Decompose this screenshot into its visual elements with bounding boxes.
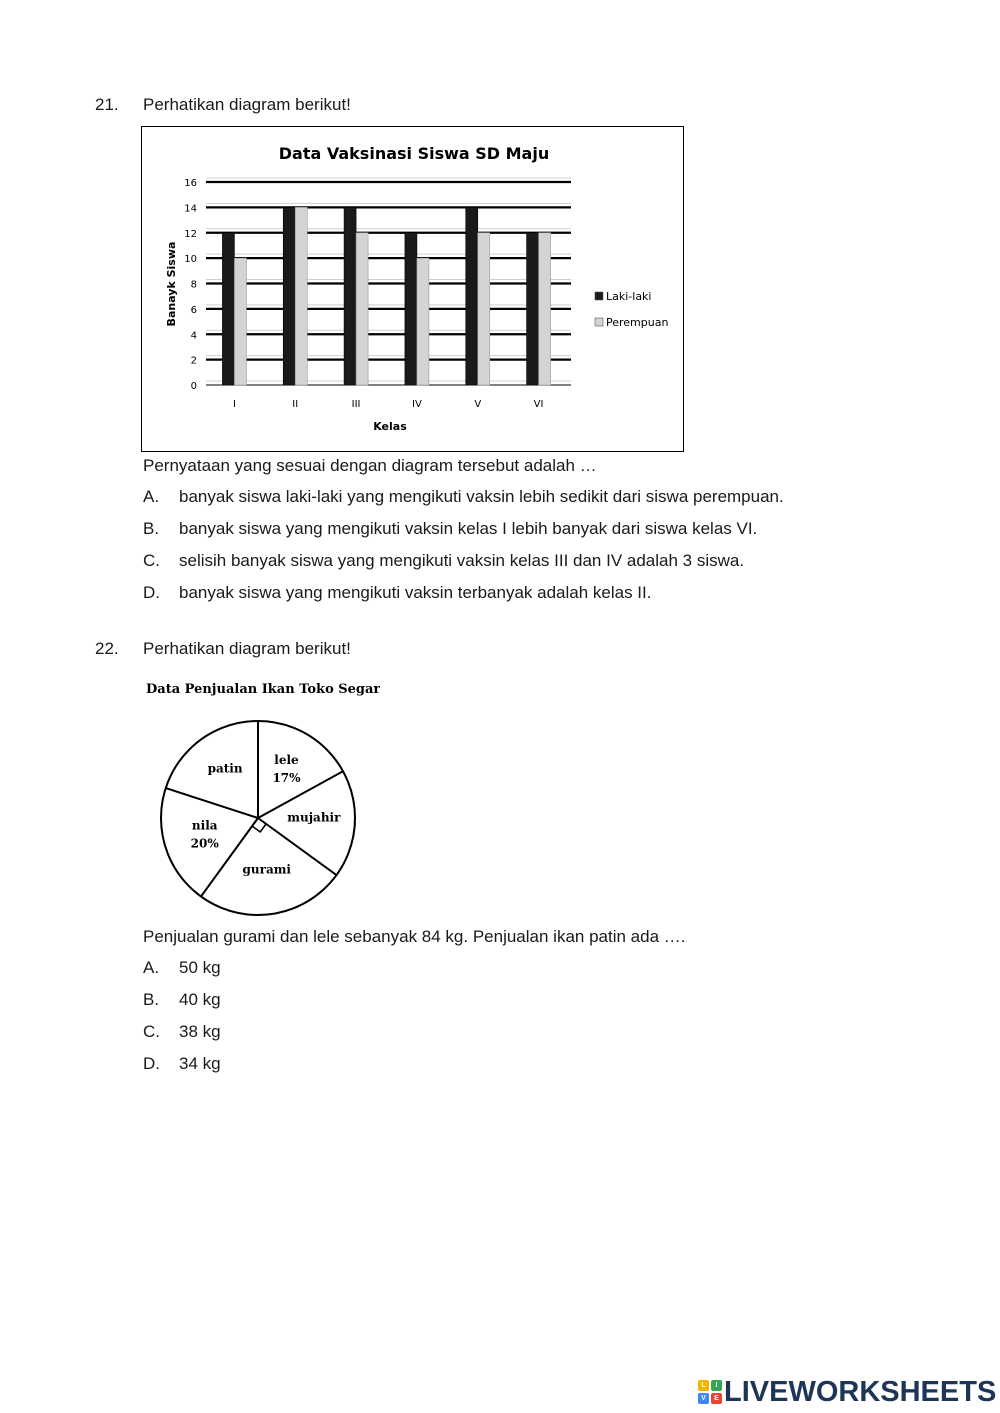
legend-label-laki-laki: Laki-laki bbox=[606, 290, 652, 303]
q21-option-d-text[interactable]: banyak siswa yang mengikuti vaksin terbanyak adalah kelas II. bbox=[179, 583, 652, 602]
x-tick-label: V bbox=[474, 399, 482, 410]
q21-option-b-letter[interactable]: B. bbox=[143, 519, 160, 538]
legend-label-perempuan: Perempuan bbox=[606, 316, 669, 329]
y-tick-label: 12 bbox=[184, 228, 197, 240]
pie-chart bbox=[140, 676, 380, 921]
q21-option-b-text[interactable]: banyak siswa yang mengikuti vaksin kelas I lebih banyak dari siswa kelas VI. bbox=[179, 519, 758, 538]
pie-label-nila: nila bbox=[191, 818, 218, 833]
pie-label-mujahir: mujahir bbox=[287, 810, 341, 825]
q22-option-d-letter[interactable]: D. bbox=[143, 1054, 160, 1073]
pie-percent-lele: 17% bbox=[272, 770, 301, 785]
pie-label-lele: lele bbox=[274, 752, 299, 767]
y-tick-label: 14 bbox=[184, 203, 197, 215]
y-tick-label: 10 bbox=[184, 254, 197, 266]
bar-perempuan-I bbox=[234, 258, 246, 385]
q22-option-c-letter[interactable]: C. bbox=[143, 1022, 160, 1041]
question-21-prompt: Perhatikan diagram berikut! bbox=[143, 95, 351, 114]
x-tick-label: II bbox=[292, 399, 299, 410]
bar-laki-laki-I bbox=[222, 233, 234, 385]
x-tick-label: I bbox=[232, 399, 236, 410]
tick-patin bbox=[195, 735, 206, 743]
q21-option-c-letter[interactable]: C. bbox=[143, 551, 160, 570]
bar-laki-laki-V bbox=[466, 207, 478, 385]
bar-laki-laki-II bbox=[283, 207, 295, 385]
q21-option-a-text[interactable]: banyak siswa laki-laki yang mengikuti vaksin lebih sedikit dari siswa perempuan. bbox=[179, 487, 784, 506]
q21-option-c-text[interactable]: selisih banyak siswa yang mengikuti vaksin kelas III dan IV adalah 3 siswa. bbox=[179, 551, 745, 570]
q21-option-a-letter[interactable]: A. bbox=[143, 487, 160, 506]
logo-tile-i: I bbox=[711, 1380, 722, 1391]
q21-option-d-letter[interactable]: D. bbox=[143, 583, 160, 602]
bar-perempuan-V bbox=[478, 233, 490, 385]
bar-laki-laki-IV bbox=[405, 233, 417, 385]
bar-perempuan-IV bbox=[417, 258, 429, 385]
pie-percent-nila: 20% bbox=[190, 836, 219, 851]
liveworksheets-logo[interactable] bbox=[698, 1376, 996, 1408]
bar-perempuan-II bbox=[295, 207, 307, 385]
bar-chart bbox=[141, 126, 684, 452]
bar-perempuan-III bbox=[356, 233, 368, 385]
x-axis-label: Kelas bbox=[373, 420, 407, 433]
liveworksheets-wordmark: LIVEWORKSHEETS bbox=[724, 1375, 997, 1408]
tick-mujahir bbox=[353, 823, 355, 837]
bar-laki-laki-VI bbox=[527, 233, 539, 385]
bar-perempuan-VI bbox=[539, 233, 551, 385]
y-tick-label: 0 bbox=[190, 381, 197, 392]
q22-option-c-text[interactable]: 38 kg bbox=[179, 1022, 221, 1041]
right-angle-marker bbox=[252, 824, 266, 832]
q22-option-a-letter[interactable]: A. bbox=[143, 958, 160, 977]
q22-option-b-text[interactable]: 40 kg bbox=[179, 990, 221, 1009]
x-tick-label: IV bbox=[412, 399, 422, 410]
x-tick-label: III bbox=[351, 399, 361, 410]
q22-option-d-text[interactable]: 34 kg bbox=[179, 1054, 221, 1073]
y-tick-label: 4 bbox=[190, 330, 197, 342]
logo-tile-e: E bbox=[711, 1393, 722, 1404]
question-21-number: 21. bbox=[95, 95, 119, 114]
y-axis-label: Banayk Siswa bbox=[165, 241, 178, 327]
question-22-text: Penjualan gurami dan lele sebanyak 84 kg. Penjualan ikan patin ada …. bbox=[143, 927, 686, 946]
y-tick-label: 16 bbox=[184, 178, 197, 189]
pie-label-gurami: gurami bbox=[242, 862, 291, 877]
bar-chart-svg bbox=[142, 127, 683, 451]
pie-label-patin: patin bbox=[207, 761, 243, 776]
logo-tile-l: L bbox=[698, 1380, 709, 1391]
x-tick-label: VI bbox=[533, 399, 544, 410]
legend-swatch-perempuan bbox=[595, 318, 603, 326]
chart-title: Data Vaksinasi Siswa SD Maju bbox=[278, 144, 550, 163]
question-22-number: 22. bbox=[95, 639, 119, 658]
liveworksheets-logo-icon bbox=[698, 1380, 722, 1404]
q22-option-b-letter[interactable]: B. bbox=[143, 990, 160, 1009]
y-tick-label: 8 bbox=[190, 279, 197, 291]
question-22-prompt: Perhatikan diagram berikut! bbox=[143, 639, 351, 658]
logo-tile-v: V bbox=[698, 1393, 709, 1404]
bar-laki-laki-III bbox=[344, 207, 356, 385]
pie-divider bbox=[166, 788, 258, 818]
y-tick-label: 2 bbox=[190, 355, 197, 367]
pie-chart-svg bbox=[140, 676, 380, 921]
pie-chart-title: Data Penjualan Ikan Toko Segar bbox=[146, 682, 380, 697]
y-tick-label: 6 bbox=[190, 304, 197, 316]
question-21-statement: Pernyataan yang sesuai dengan diagram tersebut adalah … bbox=[143, 456, 597, 475]
legend-swatch-laki-laki bbox=[595, 292, 603, 300]
q22-option-a-text[interactable]: 50 kg bbox=[179, 958, 221, 977]
